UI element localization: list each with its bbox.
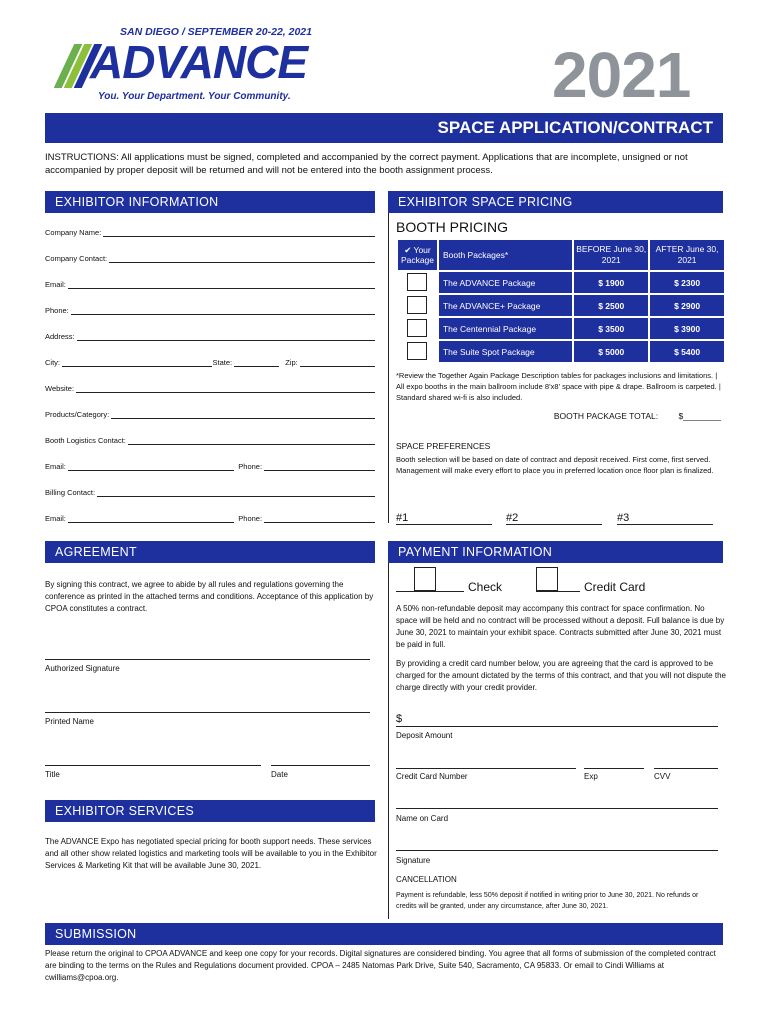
logo-tagline: You. Your Department. Your Community. bbox=[98, 91, 291, 102]
authorized-signature-line[interactable] bbox=[45, 659, 370, 660]
date-label: Date bbox=[271, 770, 288, 779]
date-line[interactable] bbox=[271, 765, 370, 766]
col-booth-packages: Booth Packages* bbox=[439, 240, 572, 270]
pricing-header-row bbox=[398, 240, 724, 270]
exhibitor-services-text: The ADVANCE Expo has negotiated special pricing for booth support needs. These services and all other show related logistics and marketing tools will be available to you in the Exhibitor Services & Marketing Kit that will be available June 30, 2021. bbox=[45, 837, 377, 870]
card-number-line[interactable] bbox=[396, 768, 576, 769]
company-name-field[interactable]: Company Name: bbox=[45, 228, 375, 237]
credit-card-checkbox[interactable] bbox=[536, 567, 558, 591]
name-on-card-label: Name on Card bbox=[396, 814, 449, 823]
title-label: Title bbox=[45, 770, 60, 779]
cancellation-text: Payment is refundable, less 50% deposit if notified in writing prior to June 30, 2021. No refunds or credits will be granted, under any circumstance, after June 30, 2021. bbox=[396, 892, 699, 910]
title-bar bbox=[45, 113, 723, 143]
package-checkbox[interactable] bbox=[407, 273, 427, 291]
printed-name-label: Printed Name bbox=[45, 717, 94, 726]
package-checkbox[interactable] bbox=[407, 342, 427, 360]
submission-heading: SUBMISSION bbox=[45, 923, 723, 945]
card-authorization-text: By providing a credit card number below, you are agreeing that the card is approved to be charged for the amount dictated by the terms of this contract, and that you will not dispute the charge directly with your credit provider. bbox=[396, 659, 726, 692]
check-label: Check bbox=[468, 580, 503, 594]
preference-1[interactable]: #1 bbox=[396, 512, 492, 525]
exp-line[interactable] bbox=[584, 768, 644, 769]
city-state-zip-field[interactable]: City: State: Zip: bbox=[45, 358, 375, 367]
address-field[interactable]: Address: bbox=[45, 332, 375, 341]
col-your-package: ✔ Your Package bbox=[398, 240, 437, 270]
check-checkbox[interactable] bbox=[414, 567, 436, 591]
logo bbox=[48, 22, 312, 106]
cancellation-heading: CANCELLATION bbox=[396, 875, 457, 884]
booth-total-row[interactable] bbox=[396, 411, 721, 421]
printed-name-line[interactable] bbox=[45, 712, 370, 713]
package-name: The ADVANCE Package bbox=[439, 272, 572, 293]
logistics-contact-field[interactable]: Booth Logistics Contact: bbox=[45, 436, 375, 445]
booth-total-value: $________ bbox=[678, 411, 721, 421]
package-name: The Centennial Package bbox=[439, 318, 572, 339]
price-before: $ 2500 bbox=[574, 295, 648, 316]
package-name: The ADVANCE+ Package bbox=[439, 295, 572, 316]
price-after: $ 3900 bbox=[650, 318, 724, 339]
preference-2[interactable]: #2 bbox=[506, 512, 602, 525]
cvv-label: CVV bbox=[654, 772, 671, 781]
year-label: 2021 bbox=[552, 39, 691, 111]
page-title: SPACE APPLICATION/CONTRACT bbox=[437, 118, 713, 137]
check-option[interactable] bbox=[396, 567, 531, 593]
space-preferences-text: Booth selection will be based on date of contract and deposit received. First come, first served. Management will make every effort to place you in preferred location once floor plan is finalized. bbox=[396, 455, 714, 475]
preference-3[interactable]: #3 bbox=[617, 512, 713, 525]
price-before: $ 3500 bbox=[574, 318, 648, 339]
phone-field[interactable]: Phone: bbox=[45, 306, 375, 315]
submission-text: Please return the original to CPOA ADVANCE and keep one copy for your records. Digital signatures are considered binding. You agree that all forms of submission of the completed contract are binding to the terms on the Rules and Regulations document provided. CPOA – 2485 Natomas Park Drive, Suite 540, Sacramento, CA 95833. Or email to Cindi Williams at cwilliams@cpoa.org. bbox=[45, 949, 716, 982]
pricing-row bbox=[398, 272, 724, 293]
col-after: AFTER June 30, 2021 bbox=[650, 240, 724, 270]
col-before: BEFORE June 30, 2021 bbox=[574, 240, 648, 270]
pricing-row bbox=[398, 318, 724, 339]
package-checkbox[interactable] bbox=[407, 296, 427, 314]
exhibitor-services-heading: EXHIBITOR SERVICES bbox=[45, 800, 375, 822]
authorized-signature-label: Authorized Signature bbox=[45, 664, 120, 673]
logistics-email-phone-field[interactable]: Email: Phone: bbox=[45, 462, 375, 471]
exp-label: Exp bbox=[584, 772, 598, 781]
pricing-note: *Review the Together Again Package Description tables for packages inclusions and limitations. | All expo booths in the main ballroom include 8’x8’ space with pipe & drape. Ballroom is carpeted. | Standard shared wi-fi is also included. bbox=[396, 371, 721, 402]
name-on-card-line[interactable] bbox=[396, 808, 718, 809]
deposit-amount-label: Deposit Amount bbox=[396, 731, 453, 740]
payment-heading: PAYMENT INFORMATION bbox=[388, 541, 723, 563]
package-checkbox[interactable] bbox=[407, 319, 427, 337]
agreement-heading: AGREEMENT bbox=[45, 541, 375, 563]
credit-card-label: Credit Card bbox=[584, 580, 646, 594]
pricing-row bbox=[398, 295, 724, 316]
space-preferences-heading: SPACE PREFERENCES bbox=[396, 441, 491, 451]
pricing-row bbox=[398, 341, 724, 362]
price-after: $ 2300 bbox=[650, 272, 724, 293]
price-after: $ 5400 bbox=[650, 341, 724, 362]
billing-contact-field[interactable]: Billing Contact: bbox=[45, 488, 375, 497]
billing-email-phone-field[interactable]: Email: Phone: bbox=[45, 514, 375, 523]
cvv-line[interactable] bbox=[654, 768, 718, 769]
company-contact-field[interactable]: Company Contact: bbox=[45, 254, 375, 263]
deposit-text: A 50% non-refundable deposit may accompany this contract for space confirmation. No space will be held and no contract will be processed without a deposit. Full balance is due by June 30, 2021 to maintain your exhibit space. Contracts submitted after June 30, 2021 must be paid in full. bbox=[396, 604, 725, 649]
vertical-divider bbox=[388, 213, 389, 523]
title-line[interactable] bbox=[45, 765, 261, 766]
email-field[interactable]: Email: bbox=[45, 280, 375, 289]
price-before: $ 5000 bbox=[574, 341, 648, 362]
credit-card-option[interactable] bbox=[536, 567, 686, 593]
exhibitor-info-heading: EXHIBITOR INFORMATION bbox=[45, 191, 375, 213]
card-number-label: Credit Card Number bbox=[396, 772, 468, 781]
card-signature-label: Signature bbox=[396, 856, 431, 865]
package-name: The Suite Spot Package bbox=[439, 341, 572, 362]
logo-brand: ADVANCE bbox=[90, 36, 308, 88]
price-before: $ 1900 bbox=[574, 272, 648, 293]
instructions: INSTRUCTIONS: All applications must be signed, completed and accompanied by the correct payment. Applications that are incomplete, unsigned or not accompanied by proper deposit will be returned and will not be entered into the booth assignment process. bbox=[45, 152, 688, 176]
deposit-dollar: $ bbox=[396, 713, 403, 725]
logo-event-line: SAN DIEGO / SEPTEMBER 20-22, 2021 bbox=[120, 26, 312, 38]
card-signature-line[interactable] bbox=[396, 850, 718, 851]
price-after: $ 2900 bbox=[650, 295, 724, 316]
products-field[interactable]: Products/Category: bbox=[45, 410, 375, 419]
pricing-table bbox=[396, 238, 726, 364]
booth-total-label: BOOTH PACKAGE TOTAL: bbox=[553, 411, 659, 421]
deposit-amount-field[interactable] bbox=[396, 713, 718, 727]
website-field[interactable]: Website: bbox=[45, 384, 375, 393]
booth-pricing-subheading: BOOTH PRICING bbox=[396, 219, 509, 235]
space-pricing-heading: EXHIBITOR SPACE PRICING bbox=[388, 191, 723, 213]
agreement-text: By signing this contract, we agree to abide by all rules and regulations governing the conference as printed in the attached terms and conditions. Acceptance of this application by CPOA constitutes a contract. bbox=[45, 580, 374, 613]
payment-divider bbox=[388, 563, 389, 919]
